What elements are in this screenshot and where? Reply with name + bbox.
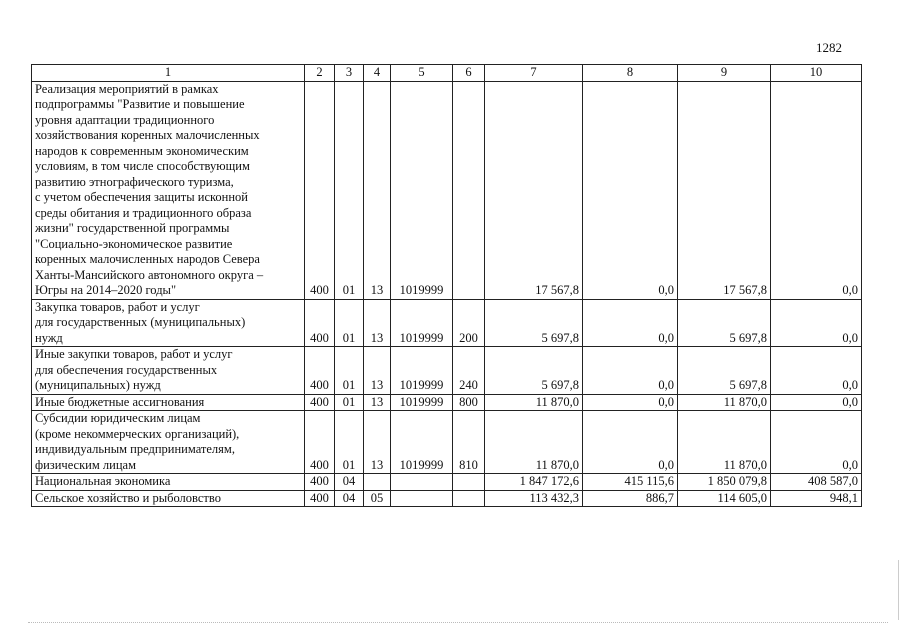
cell-code: 400 (305, 490, 335, 507)
cell-value: 0,0 (583, 411, 678, 474)
cell-value: 886,7 (583, 490, 678, 507)
cell-value: 948,1 (771, 490, 862, 507)
row-description: Закупка товаров, работ и услуг для государственных (муниципальных) нужд (32, 299, 305, 347)
row-description: Иные закупки товаров, работ и услуг для обеспечения государственных (муниципальных) нужд (32, 347, 305, 395)
cell-value: 11 870,0 (485, 411, 583, 474)
cell-value: 415 115,6 (583, 474, 678, 491)
cell-subsection: 13 (364, 394, 391, 411)
cell-subsection: 05 (364, 490, 391, 507)
table-row (32, 81, 862, 299)
row-description: Субсидии юридическим лицам (кроме некоммерческих организаций), индивидуальным предпринимателям, физическим лицам (32, 411, 305, 474)
table-row (32, 299, 862, 347)
cell-code: 400 (305, 411, 335, 474)
cell-expense-type (453, 81, 485, 299)
cell-code: 400 (305, 81, 335, 299)
row-description: Реализация мероприятий в рамках подпрограммы "Развитие и повышение уровня адаптации традиционного хозяйствования коренных малочисленных народов к современным экономическим условиям, в том числе способствующим развитию этнографического туризма, с учетом обеспечения защиты исконной среды обитания и традиционного образа жизни" государственной программы "Социально-экономическое развитие коренных малочисленных народов Севера Ханты-Мансийского автономного округа – Югры на 2014–2020 годы" (32, 81, 305, 299)
table-row (32, 490, 862, 507)
cell-subsection: 13 (364, 299, 391, 347)
table-header-row (32, 65, 862, 82)
cell-value: 0,0 (771, 299, 862, 347)
cell-value: 0,0 (771, 411, 862, 474)
cell-target: 1019999 (391, 347, 453, 395)
cell-code: 400 (305, 474, 335, 491)
cell-target (391, 474, 453, 491)
cell-code: 400 (305, 394, 335, 411)
cell-section: 01 (335, 299, 364, 347)
cell-section: 01 (335, 347, 364, 395)
cell-target: 1019999 (391, 81, 453, 299)
cell-value: 0,0 (583, 394, 678, 411)
cell-expense-type: 810 (453, 411, 485, 474)
cell-value: 113 432,3 (485, 490, 583, 507)
header-cell: 6 (453, 65, 485, 82)
cell-section: 01 (335, 81, 364, 299)
cell-expense-type (453, 474, 485, 491)
table-row (32, 347, 862, 395)
cell-code: 400 (305, 299, 335, 347)
cell-value: 0,0 (583, 299, 678, 347)
cell-expense-type (453, 490, 485, 507)
cell-target: 1019999 (391, 411, 453, 474)
cell-target: 1019999 (391, 394, 453, 411)
scan-artifact-edge-line (898, 560, 899, 620)
cell-value: 17 567,8 (485, 81, 583, 299)
header-cell: 5 (391, 65, 453, 82)
cell-subsection: 13 (364, 81, 391, 299)
cell-expense-type: 800 (453, 394, 485, 411)
cell-value: 0,0 (771, 394, 862, 411)
cell-value: 0,0 (771, 81, 862, 299)
header-cell: 1 (32, 65, 305, 82)
cell-value: 1 850 079,8 (678, 474, 771, 491)
cell-value: 5 697,8 (485, 299, 583, 347)
cell-value: 5 697,8 (678, 347, 771, 395)
cell-subsection: 13 (364, 411, 391, 474)
cell-target (391, 490, 453, 507)
scan-artifact-dotted-line (28, 622, 888, 624)
row-description: Национальная экономика (32, 474, 305, 491)
cell-section: 01 (335, 411, 364, 474)
cell-code: 400 (305, 347, 335, 395)
cell-section: 04 (335, 474, 364, 491)
header-cell: 3 (335, 65, 364, 82)
cell-value: 0,0 (771, 347, 862, 395)
cell-value: 11 870,0 (678, 411, 771, 474)
cell-value: 11 870,0 (485, 394, 583, 411)
cell-value: 11 870,0 (678, 394, 771, 411)
cell-expense-type: 200 (453, 299, 485, 347)
cell-expense-type: 240 (453, 347, 485, 395)
header-cell: 4 (364, 65, 391, 82)
header-cell: 7 (485, 65, 583, 82)
header-cell: 8 (583, 65, 678, 82)
table-row (32, 411, 862, 474)
row-description: Иные бюджетные ассигнования (32, 394, 305, 411)
table-row (32, 394, 862, 411)
cell-value: 5 697,8 (485, 347, 583, 395)
row-description: Сельское хозяйство и рыболовство (32, 490, 305, 507)
cell-subsection (364, 474, 391, 491)
header-cell: 2 (305, 65, 335, 82)
header-cell: 10 (771, 65, 862, 82)
header-cell: 9 (678, 65, 771, 82)
cell-target: 1019999 (391, 299, 453, 347)
cell-value: 0,0 (583, 347, 678, 395)
cell-section: 01 (335, 394, 364, 411)
budget-table (31, 64, 862, 507)
cell-value: 114 605,0 (678, 490, 771, 507)
cell-value: 17 567,8 (678, 81, 771, 299)
cell-value: 408 587,0 (771, 474, 862, 491)
cell-value: 5 697,8 (678, 299, 771, 347)
cell-value: 1 847 172,6 (485, 474, 583, 491)
table-row (32, 474, 862, 491)
cell-subsection: 13 (364, 347, 391, 395)
page-number: 1282 (816, 40, 842, 55)
cell-value: 0,0 (583, 81, 678, 299)
cell-section: 04 (335, 490, 364, 507)
